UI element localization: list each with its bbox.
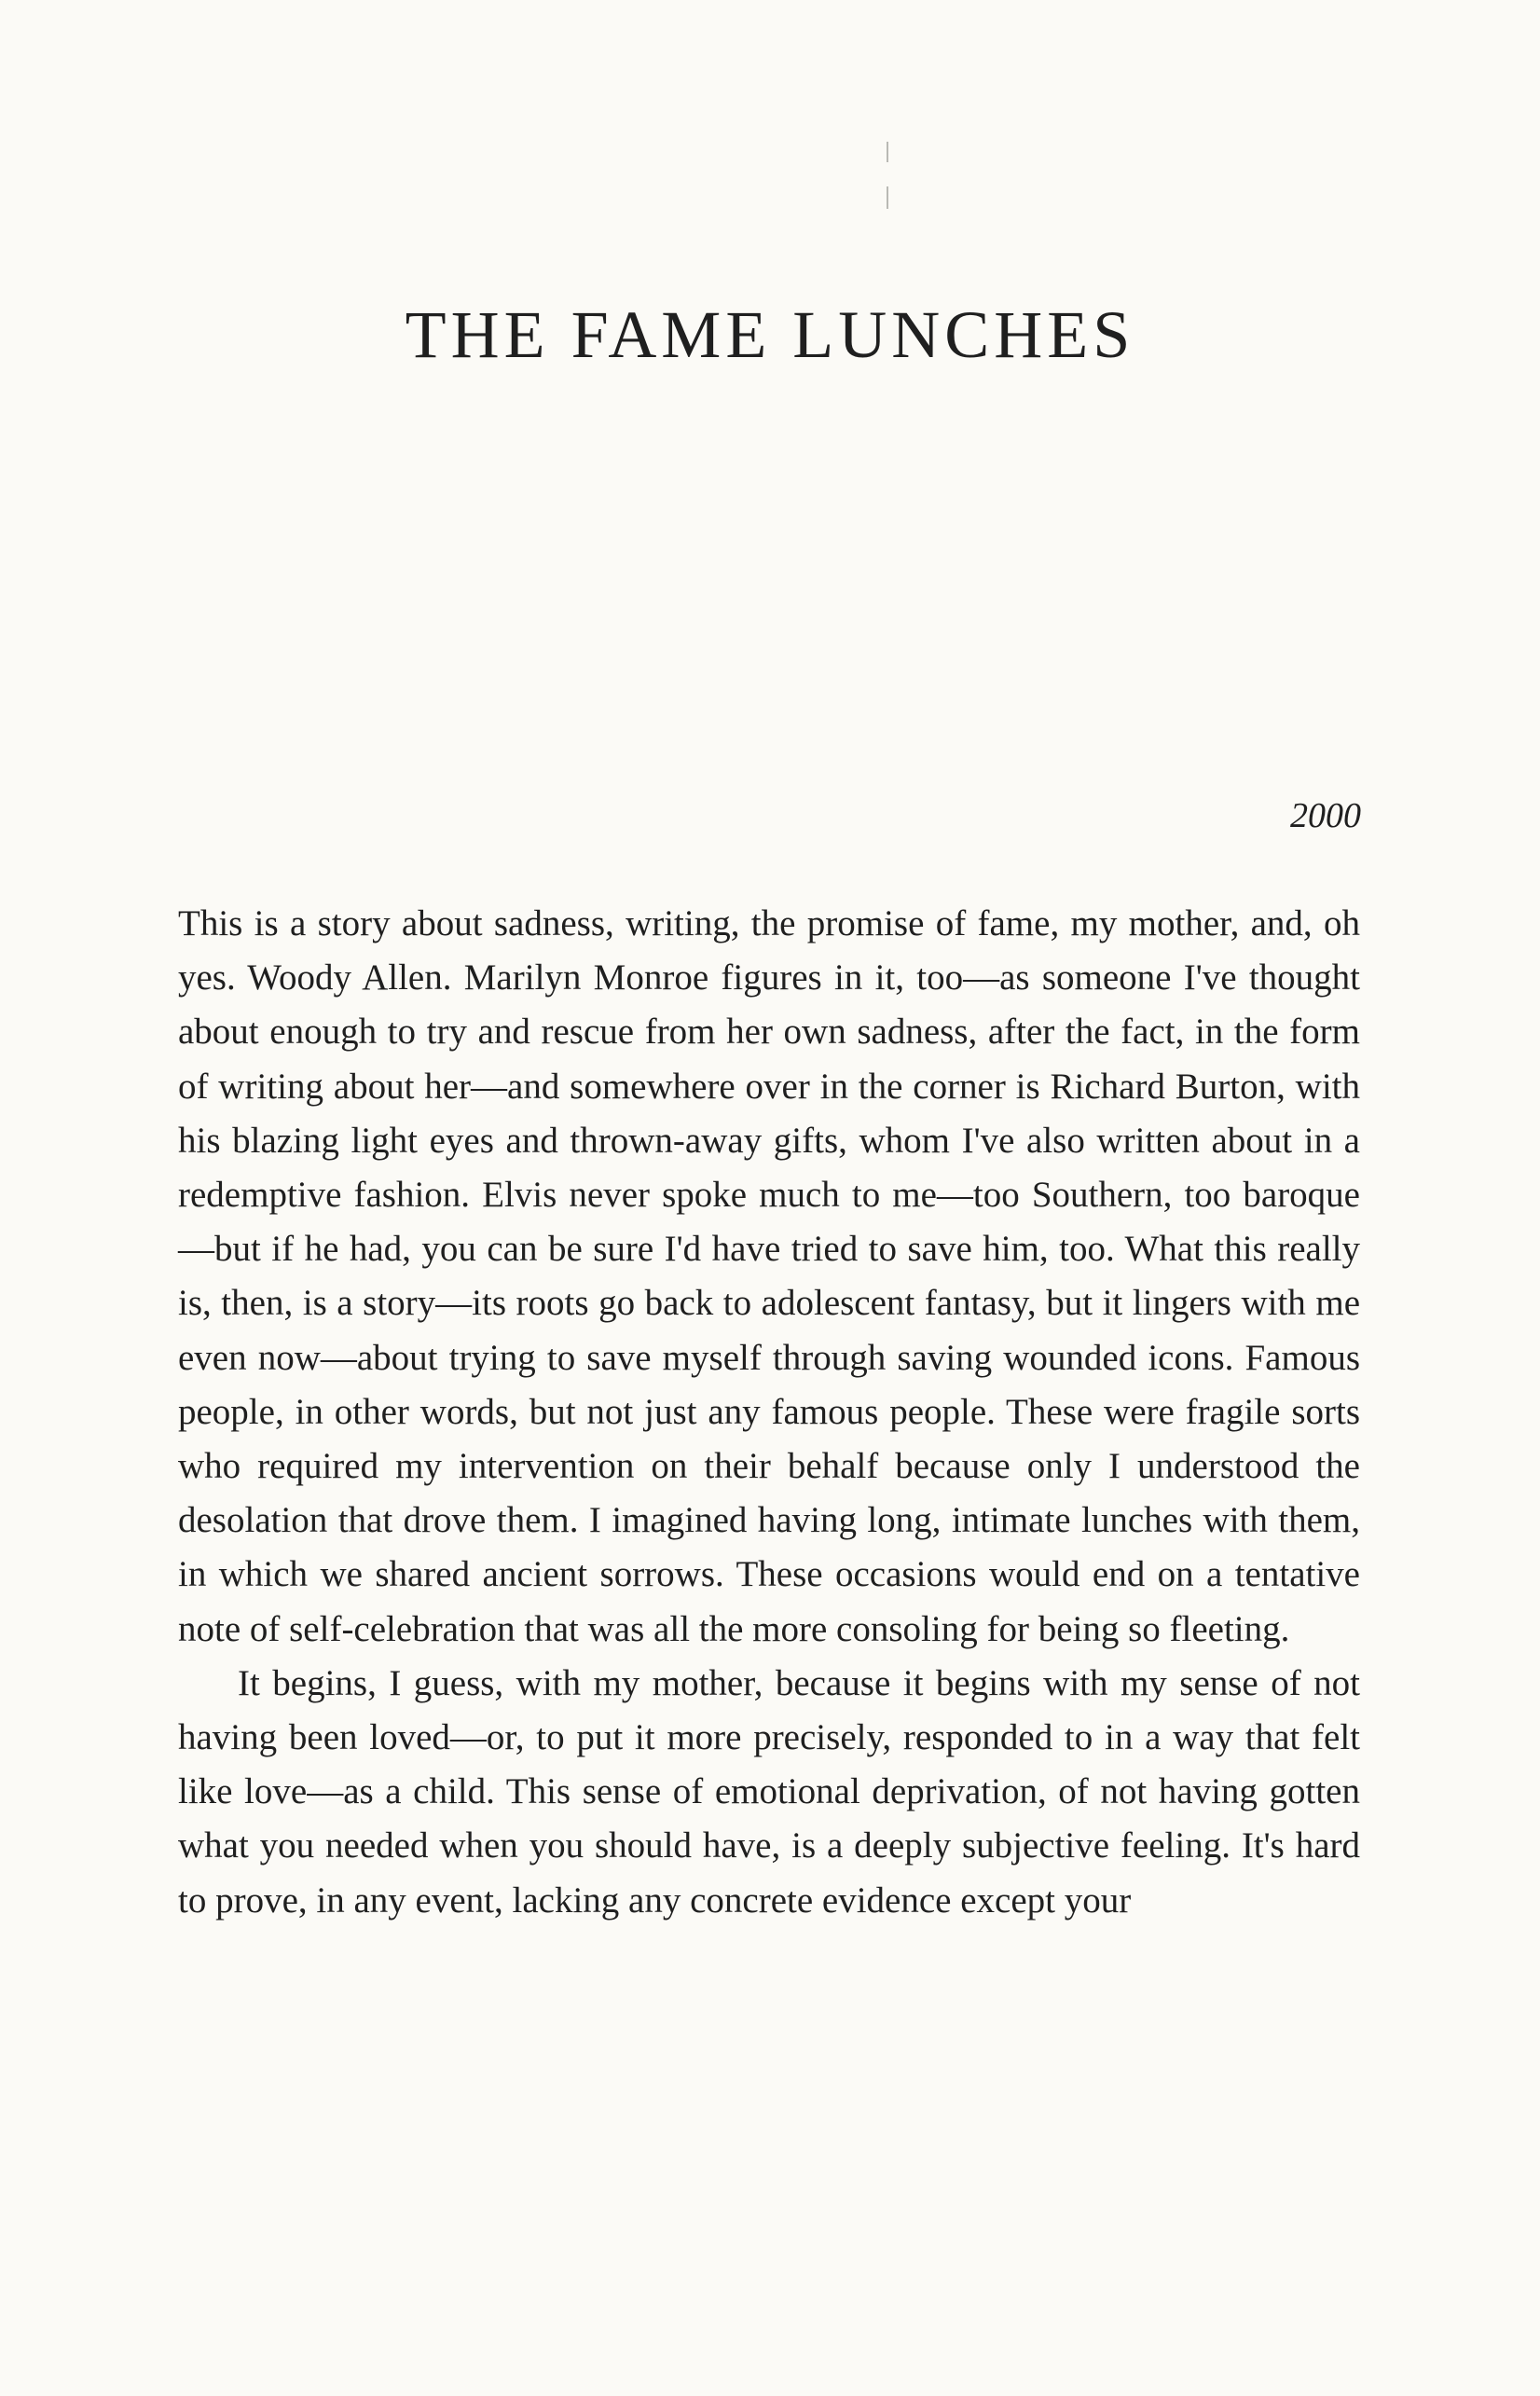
scan-mark xyxy=(887,186,888,209)
paragraph: It begins, I guess, with my mother, because it begins with my sense of not having been loved—or, to put it more precisely, responded to in a way that felt like love—as a child. This sense of emotional deprivation, of not having gotten what you needed when you should have, is a deeply subjective feeling. It's hard to prove, in any event, lacking any concrete evidence except your xyxy=(178,1662,1360,1921)
body-text xyxy=(178,897,1360,1928)
paragraph: This is a story about sadness, writing, the promise of fame, my mother, and, oh yes. Woody Allen. Marilyn Monroe figures in it, too—as someone I've thought about enough to try and rescue from her own sadness, after the fact, in the form of writing about her—and somewhere over in the corner is Richard Burton, with his blazing light eyes and thrown-away gifts, whom I've also written about in a redemptive fashion. Elvis never spoke much to me—too Southern, too baroque—but if he had, you can be sure I'd have tried to save him, too. What this really is, then, is a story—its roots go back to adolescent fantasy, but it lingers with me even now—about trying to save myself through saving wounded icons. Famous people, in other words, but not just any famous people. These were fragile sorts who required my intervention on their behalf because only I understood the desolation that drove them. I imagined having long, intimate lunches with them, in which we shared ancient sorrows. These occasions would end on a tentative note of self-celebration that was all the more consoling for being so fleeting. xyxy=(178,903,1360,1649)
chapter-title: THE FAME LUNCHES xyxy=(405,297,1135,372)
chapter-year: 2000 xyxy=(1290,796,1361,835)
scan-mark xyxy=(887,142,888,162)
